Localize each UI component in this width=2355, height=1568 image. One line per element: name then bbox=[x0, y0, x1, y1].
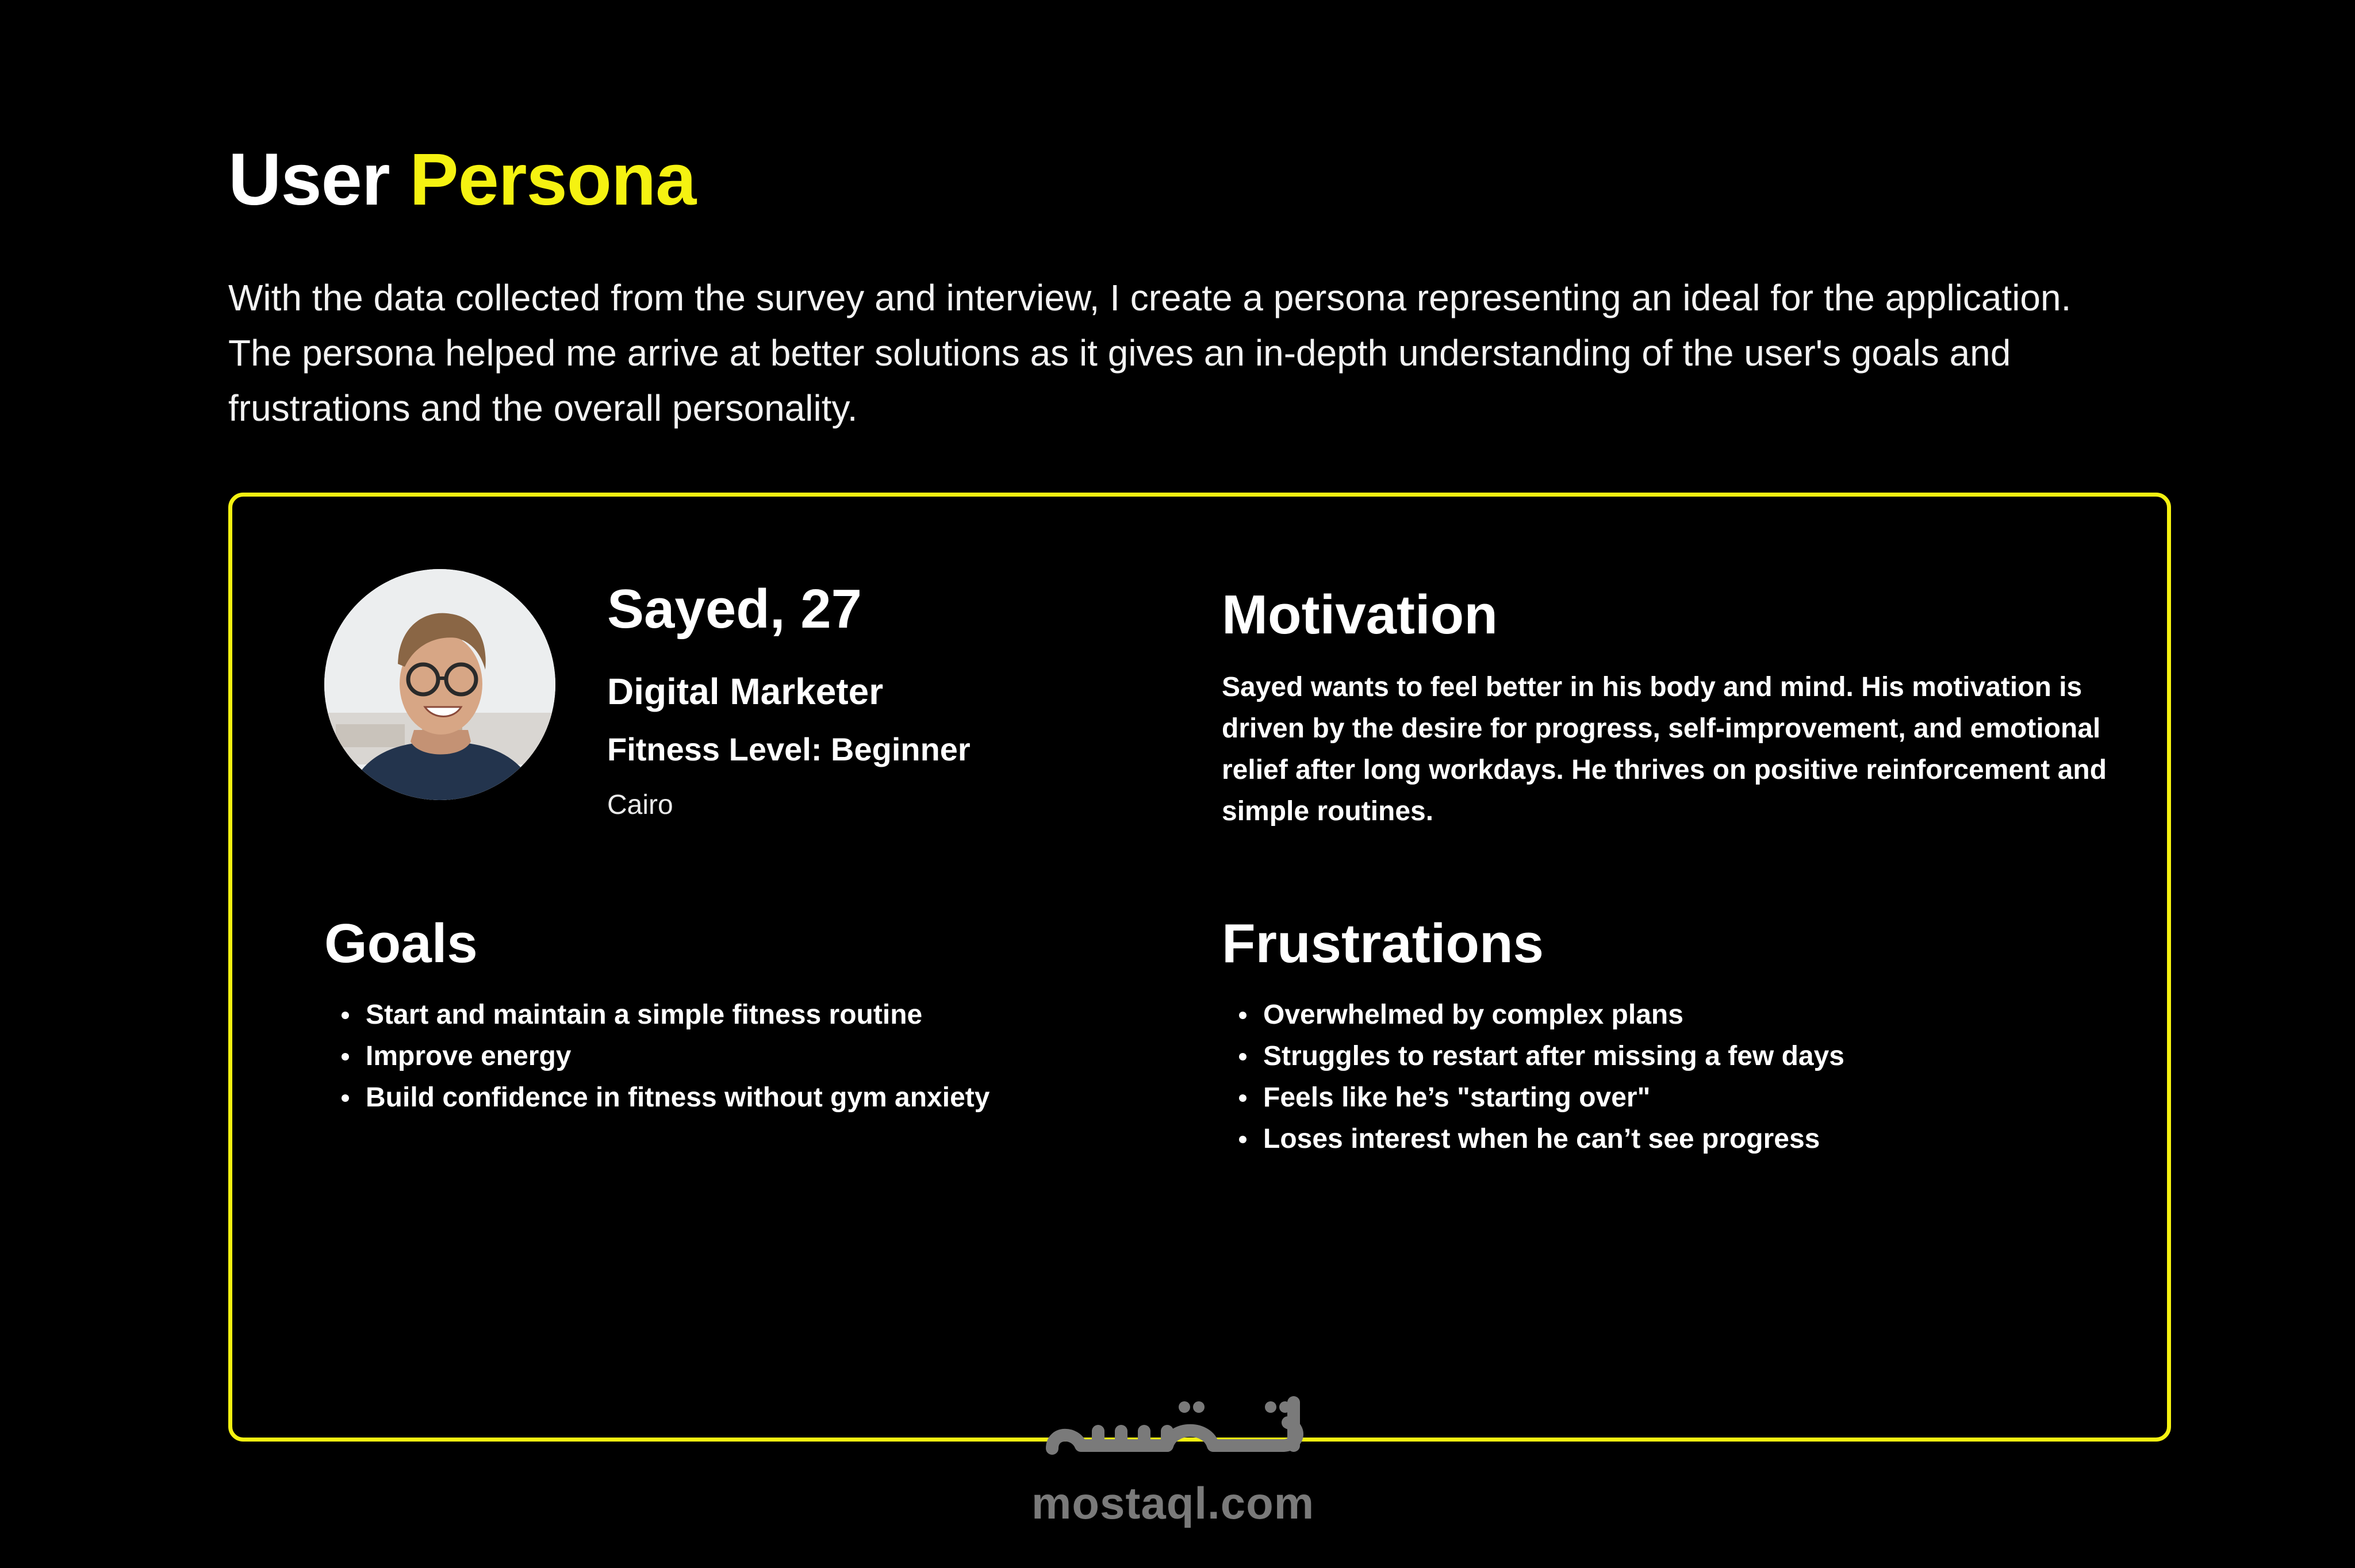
list-item: Start and maintain a simple fitness routine bbox=[324, 994, 989, 1036]
intro-paragraph: With the data collected from the survey and interview, I create a persona representing an ideal for the application. The persona helped me arrive at better solutions as it gives an in-depth understanding of the user's goals and frustrations and the overall personality. bbox=[228, 277, 2072, 429]
goals-heading: Goals bbox=[324, 913, 478, 974]
persona-role: Digital Marketer bbox=[607, 671, 884, 712]
frustrations-heading: Frustrations bbox=[1222, 913, 1544, 974]
list-item: Improve energy bbox=[324, 1036, 989, 1077]
list-item: Build confidence in fitness without gym anxiety bbox=[324, 1077, 989, 1119]
motivation-text: Sayed wants to feel better in his body and mind. His motivation is driven by the desire for progress, self-improvement, and emotional relief after long workdays. He thrives on positive reinforcement and simple routines. bbox=[1222, 672, 2107, 827]
frustrations-list bbox=[1222, 994, 1844, 1160]
persona-city: Cairo bbox=[607, 790, 673, 820]
list-item: Feels like he’s "starting over" bbox=[1222, 1077, 1844, 1119]
motivation-heading: Motivation bbox=[1222, 584, 1498, 645]
list-item: Overwhelmed by complex plans bbox=[1222, 994, 1844, 1036]
watermark bbox=[1029, 1391, 1328, 1546]
page-title bbox=[228, 131, 696, 229]
persona-fitness-level: Fitness Level: Beginner bbox=[607, 731, 971, 767]
person-photo-icon bbox=[324, 569, 555, 800]
persona-name: Sayed, 27 bbox=[607, 578, 862, 640]
list-item: Struggles to restart after missing a few days bbox=[1222, 1036, 1844, 1077]
list-item: Loses interest when he can’t see progress bbox=[1222, 1119, 1844, 1160]
watermark-domain: mostaql.com bbox=[1031, 1478, 1315, 1528]
mostaql-logo-icon bbox=[1041, 1391, 1317, 1477]
avatar bbox=[324, 569, 555, 800]
title-part-2: Persona bbox=[409, 139, 696, 221]
title-part-1: User bbox=[228, 139, 390, 221]
goals-list bbox=[324, 994, 989, 1119]
